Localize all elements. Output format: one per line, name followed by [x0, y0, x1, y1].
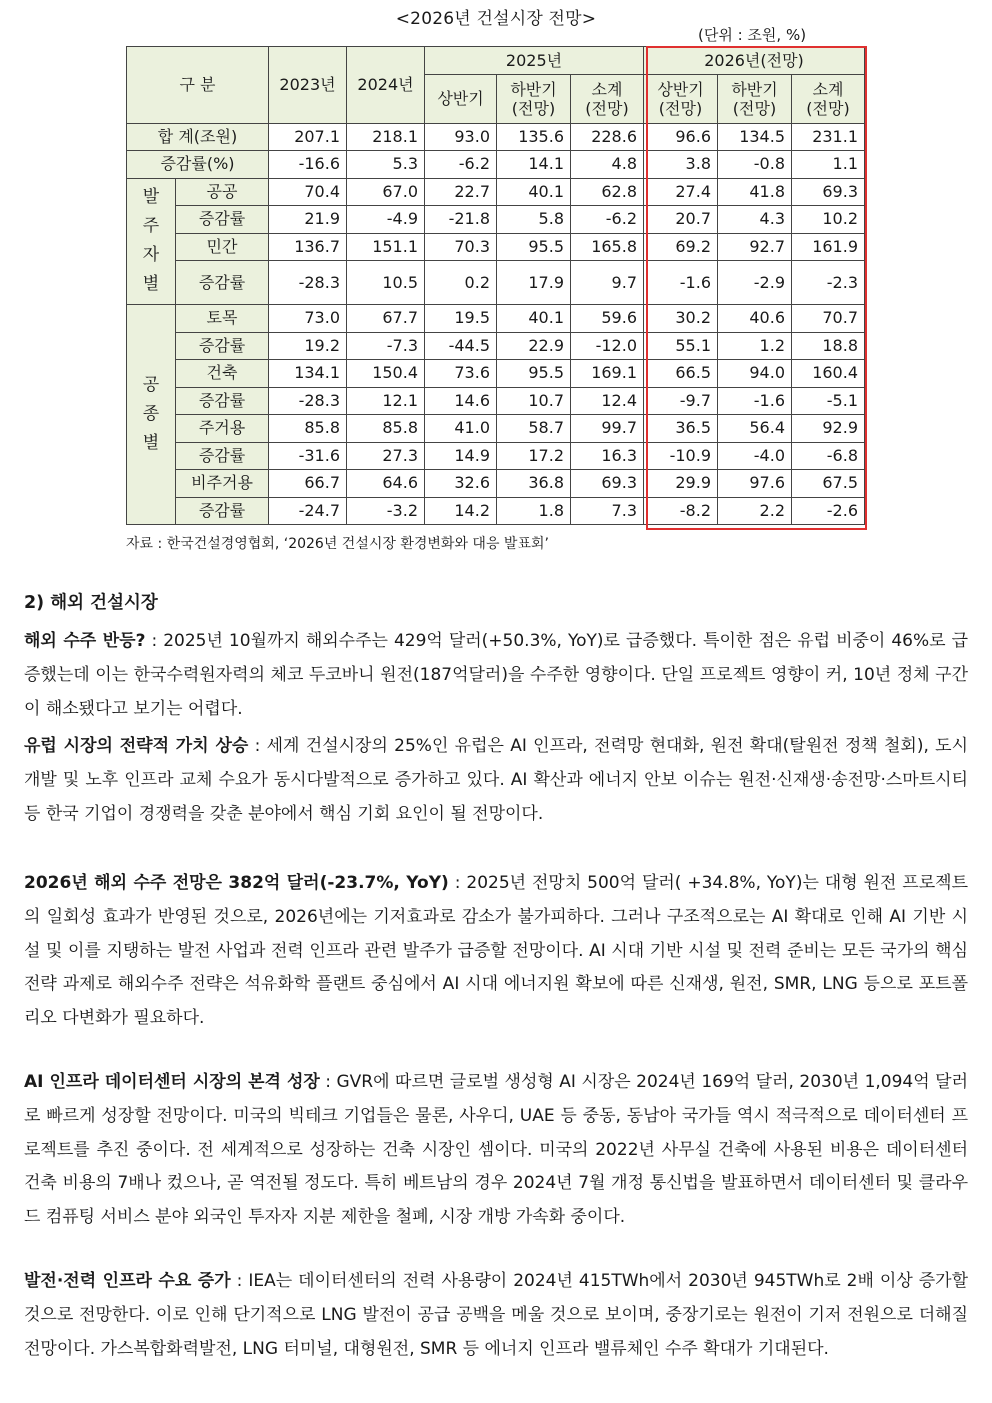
paragraph-europe-market [24, 730, 968, 831]
cell: -10.9 [644, 442, 718, 470]
row-label: 증감률 [176, 497, 269, 525]
header-2024: 2024년 [347, 47, 425, 124]
cell: 40.1 [497, 305, 571, 333]
cell: 36.5 [644, 415, 718, 443]
paragraph-body: : 2025년 전망치 500억 달러( +34.8%, YoY)는 대형 원전 프로젝트의 일회성 효과가 반영된 것으로, 2026년에는 기저효과로 감소가 불가피하다. 그러나 구조적으로는 AI 확대로 인해 AI 기반 시설 및 이를 지탱하는 발전 사업과 전력 인프라 관련 발주가 급증할 전망이다. AI 시대 기반 시설 및 전력 준비는 모든 국가의 핵심 전략 과제로 해외수주 전략은 석유화학 플랜트 중심에서 AI 시대 에너지원 확보에 따른 신재생, 원전, SMR, LNG 등으로 포트폴리오 다변화가 필요하다. [24, 873, 968, 1029]
table-row [127, 332, 865, 360]
row-label: 증감률 [176, 332, 269, 360]
row-label: 건축 [176, 360, 269, 388]
cell: -9.7 [644, 387, 718, 415]
section-heading: 2) 해외 건설시장 [24, 593, 158, 613]
cell: -24.7 [269, 497, 347, 525]
cell: -2.9 [718, 261, 792, 305]
cell: 70.4 [269, 178, 347, 206]
cell: 207.1 [269, 123, 347, 151]
cell: 5.8 [497, 206, 571, 234]
cell: -8.2 [644, 497, 718, 525]
cell: 150.4 [347, 360, 425, 388]
table-row [127, 178, 865, 206]
header-2025-subtotal: 소계 (전망) [571, 74, 644, 123]
cell: 231.1 [792, 123, 865, 151]
cell: 0.2 [425, 261, 497, 305]
header-2025-h1: 상반기 [425, 74, 497, 123]
cell: 151.1 [347, 233, 425, 261]
table-row [127, 415, 865, 443]
cell: 22.9 [497, 332, 571, 360]
row-label: 주거용 [176, 415, 269, 443]
cell: 59.6 [571, 305, 644, 333]
cell: 134.5 [718, 123, 792, 151]
cell: 19.2 [269, 332, 347, 360]
cell: 19.5 [425, 305, 497, 333]
cell: 7.3 [571, 497, 644, 525]
row-label: 토목 [176, 305, 269, 333]
cell: 2.2 [718, 497, 792, 525]
cell: 69.2 [644, 233, 718, 261]
cell: 62.8 [571, 178, 644, 206]
cell: 14.6 [425, 387, 497, 415]
cell: -1.6 [718, 387, 792, 415]
cell: 66.7 [269, 470, 347, 498]
cell: 10.5 [347, 261, 425, 305]
cell: 27.4 [644, 178, 718, 206]
cell: 16.3 [571, 442, 644, 470]
cell: 29.9 [644, 470, 718, 498]
table-row [127, 442, 865, 470]
cell: 10.2 [792, 206, 865, 234]
paragraph-2026-forecast [24, 867, 968, 1036]
cell: 4.8 [571, 151, 644, 179]
cell: 95.5 [497, 233, 571, 261]
cell: 56.4 [718, 415, 792, 443]
row-label: 증감률 [176, 387, 269, 415]
paragraph-lead: 발전·전력 인프라 수요 증가 [24, 1271, 231, 1291]
cell: 1.2 [718, 332, 792, 360]
group-label-type: 공 종 별 [127, 305, 176, 525]
cell: 95.5 [497, 360, 571, 388]
row-label: 증감률(%) [127, 151, 269, 179]
paragraph-lead: 2026년 해외 수주 전망은 382억 달러(-23.7%, YoY) [24, 873, 449, 893]
cell: 136.7 [269, 233, 347, 261]
cell: 12.1 [347, 387, 425, 415]
header-2025: 2025년 [425, 47, 644, 75]
cell: 5.3 [347, 151, 425, 179]
cell: 17.2 [497, 442, 571, 470]
cell: 17.9 [497, 261, 571, 305]
table-row [127, 470, 865, 498]
cell: 22.7 [425, 178, 497, 206]
cell: 92.7 [718, 233, 792, 261]
cell: 4.3 [718, 206, 792, 234]
cell: -6.2 [425, 151, 497, 179]
cell: -16.6 [269, 151, 347, 179]
cell: 160.4 [792, 360, 865, 388]
cell: 69.3 [792, 178, 865, 206]
cell: 20.7 [644, 206, 718, 234]
paragraph-body: : GVR에 따르면 글로벌 생성형 AI 시장은 2024년 169억 달러, 2030년 1,094억 달러로 빠르게 성장할 전망이다. 미국의 빅테크 기업들은 물론, 사우디, UAE 등 중동, 동남아 국가들 역시 적극적으로 데이터센터 프로젝트를 추진 중이다. 전 세계적으로 성장하는 건축 시장인 셈이다. 미국의 2022년 사무실 건축에 사용된 비용은 데이터센터 건축 비용의 7배나 컸으나, 곧 역전될 정도다. 특히 베트남의 경우 2024년 7월 개정 통신법을 발표하면서 데이터센터 및 클라우드 컴퓨팅 서비스 분야 외국인 투자자 지분 제한을 철폐, 시장 개방 가속화 중이다. [24, 1072, 968, 1228]
row-label: 공공 [176, 178, 269, 206]
header-2025-h2: 하반기 (전망) [497, 74, 571, 123]
paragraph-overseas-orders [24, 625, 968, 726]
cell: 21.9 [269, 206, 347, 234]
cell: 67.7 [347, 305, 425, 333]
cell: 66.5 [644, 360, 718, 388]
header-2026-subtotal: 소계 (전망) [792, 74, 865, 123]
row-label: 비주거용 [176, 470, 269, 498]
paragraph-lead: 해외 수주 반등? [24, 631, 146, 651]
cell: 73.6 [425, 360, 497, 388]
paragraph-body: : IEA는 데이터센터의 전력 사용량이 2024년 415TWh에서 2030년 945TWh로 2배 이상 증가할 것으로 전망한다. 이로 인해 단기적으로 LNG 발전이 공급 공백을 메울 것으로 보이며, 중장기로는 원전이 기저 전원으로 더해질 전망이다. 가스복합화력발전, LNG 터미널, 대형원전, SMR 등 에너지 인프라 밸류체인 수주 확대가 기대된다. [24, 1271, 968, 1359]
cell: 1.8 [497, 497, 571, 525]
cell: 14.2 [425, 497, 497, 525]
cell: 14.9 [425, 442, 497, 470]
cell: 41.8 [718, 178, 792, 206]
cell: -0.8 [718, 151, 792, 179]
cell: 10.7 [497, 387, 571, 415]
cell: 55.1 [644, 332, 718, 360]
cell: 32.6 [425, 470, 497, 498]
cell: 85.8 [347, 415, 425, 443]
cell: -4.9 [347, 206, 425, 234]
cell: -12.0 [571, 332, 644, 360]
header-2023: 2023년 [269, 47, 347, 124]
cell: 12.4 [571, 387, 644, 415]
cell: 165.8 [571, 233, 644, 261]
cell: 97.6 [718, 470, 792, 498]
row-label: 민간 [176, 233, 269, 261]
header-2026: 2026년(전망) [644, 47, 865, 75]
cell: -7.3 [347, 332, 425, 360]
paragraph-body: : 세계 건설시장의 25%인 유럽은 AI 인프라, 전력망 현대화, 원전 확대(탈원전 정책 철회), 도시개발 및 노후 인프라 교체 수요가 동시다발적으로 증가하고 있다. AI 확산과 에너지 안보 이슈는 원전·신재생·송전망·스마트시티 등 한국 기업이 경쟁력을 갖춘 분야에서 핵심 기회 요인이 될 전망이다. [24, 736, 968, 824]
cell: -2.3 [792, 261, 865, 305]
paragraph-lead: 유럽 시장의 전략적 가치 상승 [24, 736, 249, 756]
cell: -2.6 [792, 497, 865, 525]
cell: 218.1 [347, 123, 425, 151]
row-label: 증감률 [176, 261, 269, 305]
cell: 18.8 [792, 332, 865, 360]
paragraph-power-infra [24, 1265, 968, 1366]
table-row [127, 497, 865, 525]
cell: 70.7 [792, 305, 865, 333]
cell: 40.1 [497, 178, 571, 206]
table-row [127, 305, 865, 333]
cell: 73.0 [269, 305, 347, 333]
cell: -31.6 [269, 442, 347, 470]
construction-market-table [126, 46, 865, 525]
cell: -28.3 [269, 261, 347, 305]
header-2026-h2: 하반기 (전망) [718, 74, 792, 123]
cell: 93.0 [425, 123, 497, 151]
row-label: 증감률 [176, 442, 269, 470]
cell: 1.1 [792, 151, 865, 179]
cell: 228.6 [571, 123, 644, 151]
cell: 40.6 [718, 305, 792, 333]
cell: 96.6 [644, 123, 718, 151]
cell: -5.1 [792, 387, 865, 415]
cell: 69.3 [571, 470, 644, 498]
cell: 3.8 [644, 151, 718, 179]
cell: 169.1 [571, 360, 644, 388]
cell: -44.5 [425, 332, 497, 360]
table-row [127, 123, 865, 151]
table-row [127, 206, 865, 234]
header-2026-h1: 상반기 (전망) [644, 74, 718, 123]
cell: -6.8 [792, 442, 865, 470]
cell: 99.7 [571, 415, 644, 443]
cell: -21.8 [425, 206, 497, 234]
cell: 36.8 [497, 470, 571, 498]
cell: 70.3 [425, 233, 497, 261]
cell: 9.7 [571, 261, 644, 305]
cell: 161.9 [792, 233, 865, 261]
table-source-note: 자료 : 한국건설경영협회, ‘2026년 건설시장 환경변화와 대응 발표회’ [126, 536, 549, 552]
paragraph-datacenter-market [24, 1066, 968, 1235]
cell: 85.8 [269, 415, 347, 443]
paragraph-body: : 2025년 10월까지 해외수주는 429억 달러(+50.3%, YoY)로 급증했다. 특이한 점은 유럽 비중이 46%로 급증했는데 이는 한국수력원자력의 체코 두코바니 원전(187억달러)을 수주한 영향이다. 단일 프로젝트 영향이 커, 10년 정체 구간이 해소됐다고 보기는 어렵다. [24, 631, 968, 719]
cell: 64.6 [347, 470, 425, 498]
cell: -3.2 [347, 497, 425, 525]
cell: 135.6 [497, 123, 571, 151]
group-label-orderer: 발 주 자 별 [127, 178, 176, 305]
table-row [127, 233, 865, 261]
cell: 92.9 [792, 415, 865, 443]
cell: 67.0 [347, 178, 425, 206]
table-row [127, 261, 865, 305]
table-unit-note: (단위 : 조원, %) [698, 26, 807, 44]
cell: 58.7 [497, 415, 571, 443]
cell: 134.1 [269, 360, 347, 388]
table-row [127, 360, 865, 388]
cell: 94.0 [718, 360, 792, 388]
cell: 27.3 [347, 442, 425, 470]
row-label: 합 계(조원) [127, 123, 269, 151]
header-category: 구 분 [127, 47, 269, 124]
cell: 67.5 [792, 470, 865, 498]
cell: 14.1 [497, 151, 571, 179]
table-row [127, 151, 865, 179]
paragraph-lead: AI 인프라 데이터센터 시장의 본격 성장 [24, 1072, 320, 1092]
table-title: <2026년 건설시장 전망> [395, 9, 597, 29]
table-row [127, 387, 865, 415]
cell: -1.6 [644, 261, 718, 305]
cell: -6.2 [571, 206, 644, 234]
row-label: 증감률 [176, 206, 269, 234]
cell: -28.3 [269, 387, 347, 415]
cell: 41.0 [425, 415, 497, 443]
table-header-row-1 [127, 47, 865, 75]
cell: 30.2 [644, 305, 718, 333]
cell: -4.0 [718, 442, 792, 470]
